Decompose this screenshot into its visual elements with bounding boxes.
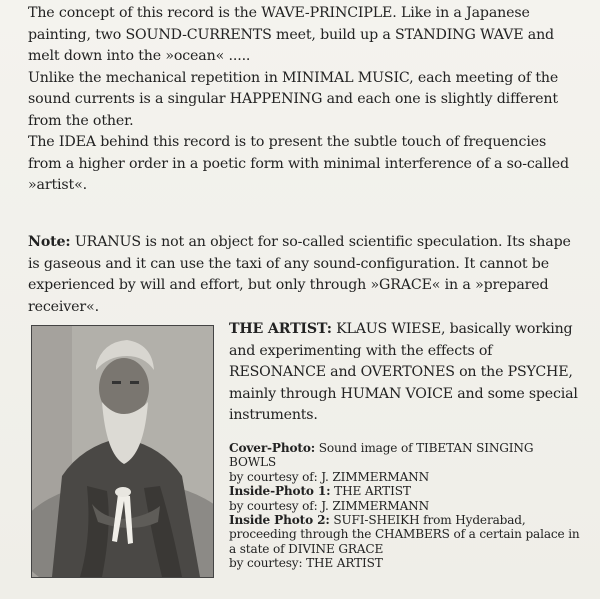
photo-credits [229, 441, 581, 571]
cover-photo-label: Cover-Photo: [229, 441, 316, 455]
inside-photo-1-courtesy: by courtesy of: J. ZIMMERMANN [229, 498, 430, 513]
inside-photo-1-text: THE ARTIST [330, 484, 411, 499]
intro-paragraph-3: The IDEA behind this record is to present the subtle touch of frequencies from a higher order in a poetic form with minimal interference of a so-called »artist«. [28, 134, 569, 193]
inside-photo-2-label: Inside Photo 2: [229, 513, 330, 528]
cover-photo-courtesy: by courtesy of: J. ZIMMERMANN [229, 469, 430, 484]
artist-paragraph [229, 319, 581, 427]
note-section [28, 232, 580, 318]
artist-label: THE ARTIST: [229, 321, 332, 337]
inside-photo-2-text: SUFI-SHEIKH from Hyderabad, proceeding through the CHAMBERS of a certain palace in a state of DIVINE GRACE [229, 513, 580, 556]
note-label: Note: [28, 234, 71, 250]
artist-section [229, 319, 581, 427]
artist-text: KLAUS WIESE, basically working and experimenting with the effects of RESONANCE and OVERTONES on the PSYCHE, mainly through HUMAN VOICE and some special instruments. [229, 321, 578, 424]
inside-photo-1-credit [229, 484, 581, 498]
inside-photo-2-courtesy: by courtesy: THE ARTIST [229, 556, 383, 571]
intro-section [28, 3, 580, 197]
note-paragraph [28, 232, 580, 318]
sufi-sheikh-photo [31, 325, 214, 578]
inside-photo-2-credit [229, 513, 581, 556]
note-text: URANUS is not an object for so-called scientific speculation. Its shape is gaseous and it can use the taxi of any sound-configuration. It cannot be experienced by will and effort, but only through »GRACE« in a »prepared receiver«. [28, 234, 571, 315]
cover-photo-credit [229, 441, 581, 470]
intro-paragraph-1: The concept of this record is the WAVE-PRINCIPLE. Like in a Japanese painting, two SOUND-CURRENTS meet, build up a STANDING WAVE and melt down into the »ocean« ..... [28, 5, 554, 64]
cover-photo-text: Sound image of TIBETAN SINGING BOWLS [229, 441, 534, 470]
photo-illustration [32, 326, 213, 577]
inside-photo-1-label: Inside-Photo 1: [229, 484, 331, 499]
intro-paragraph-2: Unlike the mechanical repetition in MINIMAL MUSIC, each meeting of the sound currents is a singular HAPPENING and each one is slightly different from the other. [28, 69, 559, 129]
